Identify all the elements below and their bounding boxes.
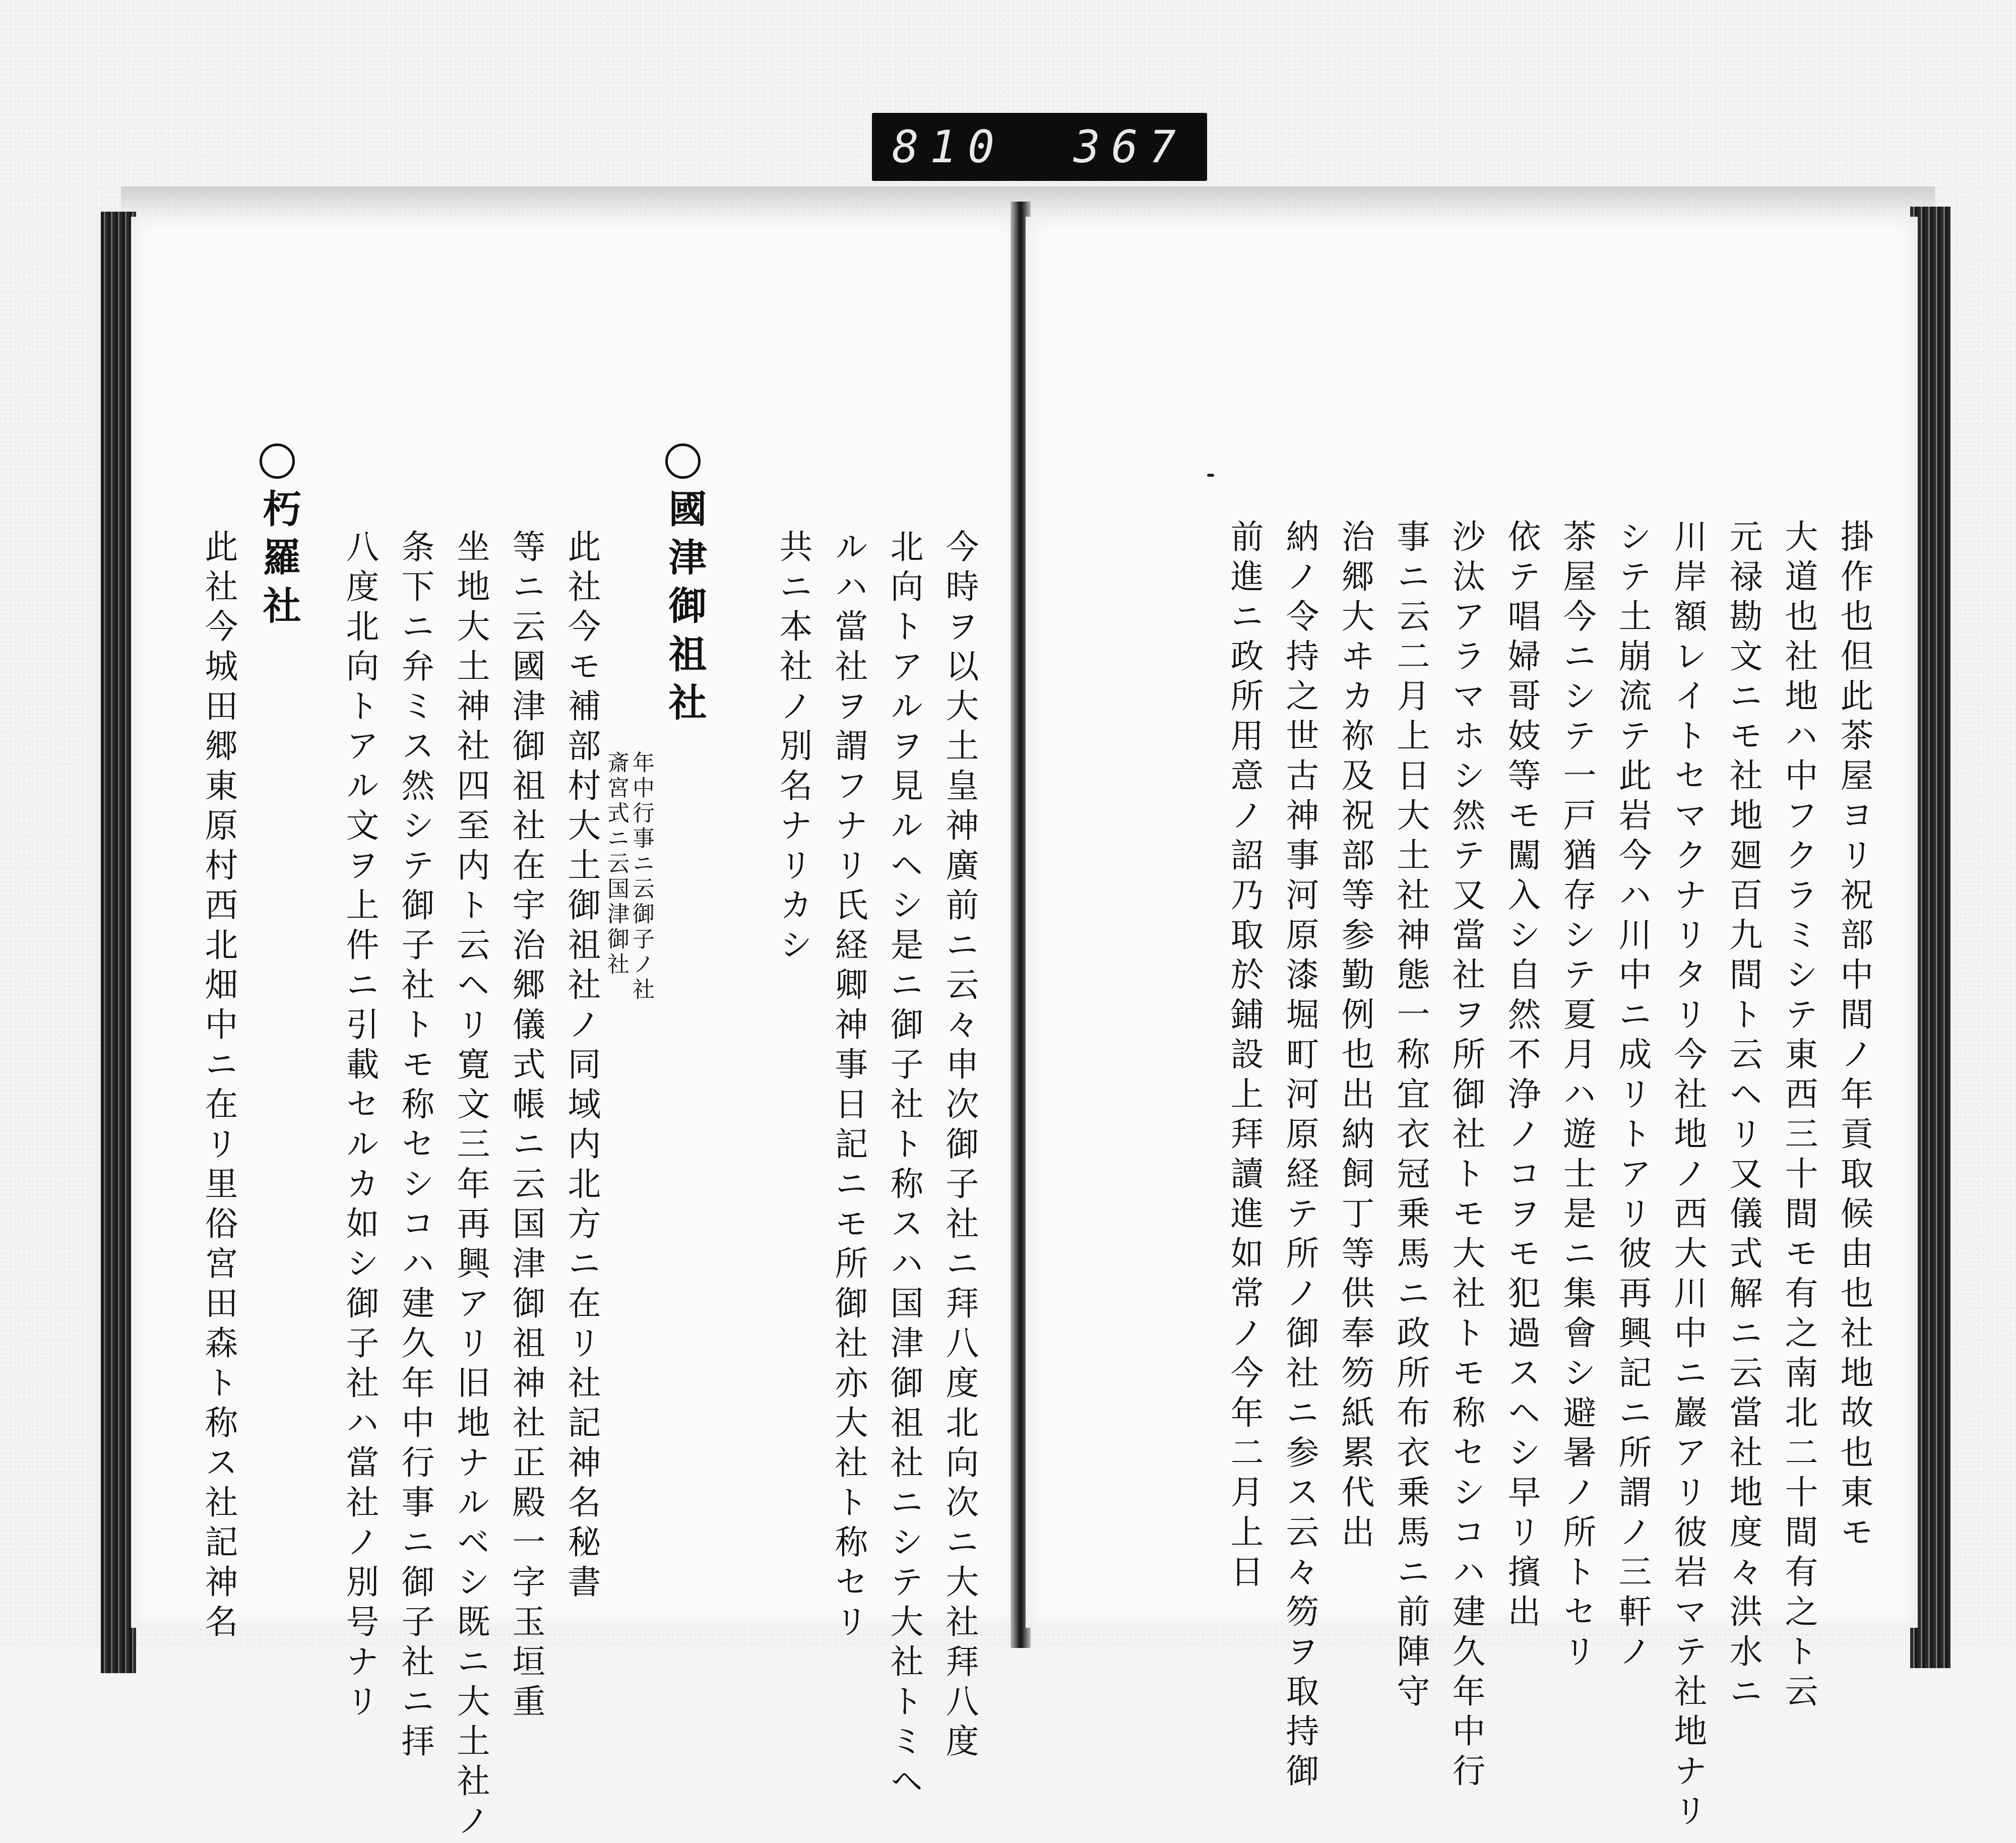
text-column: 条下ニ弁ミス然シテ御子社トモ称セシコハ建久年中行事ニ御子社ニ拝 <box>396 529 434 1763</box>
section-heading: 朽羅社 <box>257 489 301 634</box>
text-column: 坐地大土神社四至内ト云ヘリ寛文三年再興アリ旧地ナルベシ既ニ大土社ノ <box>451 529 490 1843</box>
frame-number: 367 <box>1074 121 1187 173</box>
text-column: シテ土崩流テ此岩今ハ川中ニ成リトアリ彼再興記ニ所謂ノ三軒ノ <box>1613 519 1652 1674</box>
text-column: 大道也社地ハ中フクラミシテ東西三十間モ有之南北二十間有之ト云 <box>1779 519 1818 1713</box>
section-marker-circle <box>260 443 295 479</box>
left-page <box>131 217 1018 1843</box>
reel-number: 810 <box>892 121 1005 173</box>
open-book <box>101 202 1950 1843</box>
text-column: 北向トアルヲ見ルヘシ是ニ御子社ト称スハ国津御祖社ニシテ大社トミヘ <box>885 529 923 1803</box>
text-column: 今時ヲ以大土皇神廣前ニ云々申次御子社ニ拜八度北向次ニ大社拜八度 <box>940 529 979 1763</box>
text-column: 治郷大ヰカ祢及祝部等参勤例也出納飼丁等供奉笏紙累代出 <box>1336 519 1374 1554</box>
text-column: 共ニ本社ノ別名ナリカシ <box>774 529 812 967</box>
text-column: 等ニ云國津御祖社在宇治郷儀式帳ニ云国津御祖神社正殿一字玉垣重 <box>507 529 545 1724</box>
text-column: 事ニ云二月上日大土社神態一称宜衣冠乗馬ニ政所布衣乗馬ニ前陣守 <box>1391 519 1430 1713</box>
right-page <box>1026 217 1918 1833</box>
text-column: 川岸額レイトセマクナリタリ今社地ノ西大川中ニ巖アリ彼岩マテ社地ナリ <box>1668 519 1707 1833</box>
text-column: 依テ唱婦哥妓等モ闖入シ自然不浄ノコヲモ犯過スヘシ早リ擯出 <box>1502 519 1541 1634</box>
text-column: 八度北向トアル文ヲ上件ニ引載セルカ如シ御子社ハ當社ノ別号ナリ <box>340 529 379 1724</box>
section-marker-circle <box>665 443 701 479</box>
text-column: 此社今モ補部村大土御祖社ノ同域内北方ニ在リ社記神名秘書 <box>562 529 601 1604</box>
text-column: 納ノ令持之世古神事河原漆堀町河原経テ所ノ御社ニ参ス云々笏ヲ取持御 <box>1280 519 1319 1793</box>
heading-annotation: 斎宮式ニ云国津御社 <box>603 751 629 978</box>
text-column: 元禄勘文ニモ社地廻百九間ト云ヘリ又儀式解ニ云當社地度々洪水ニ <box>1724 519 1762 1713</box>
text-column: 沙汰アラマホシ然テ又當社ヲ所御社トモ大社トモ称セシコハ建久年中行 <box>1446 519 1485 1793</box>
text-column: 茶屋今ニシテ一戸猶存シテ夏月ハ遊士是ニ集會シ避暑ノ所トセリ <box>1557 519 1596 1674</box>
heading-annotation: 年中行事ニ云御子ノ社 <box>628 751 654 1003</box>
microfilm-frame-label <box>872 113 1207 181</box>
section-heading: 國津御祖社 <box>662 489 707 731</box>
text-column: ルハ當社ヲ謂フナリ氏経卿神事日記ニモ所御社亦大社ト称セリ <box>829 529 868 1644</box>
text-column: 掛作也但此茶屋ヨリ祝部中間ノ年貢取候由也社地故也東モ <box>1835 519 1873 1554</box>
text-column: 此社今城田郷東原村西北畑中ニ在リ里俗宮田森ト称ス社記神名 <box>199 529 238 1644</box>
text-column: 前進ニ政所用意ノ詔乃取於鋪設上拜讀進如常ノ今年二月上日 <box>1225 519 1264 1594</box>
